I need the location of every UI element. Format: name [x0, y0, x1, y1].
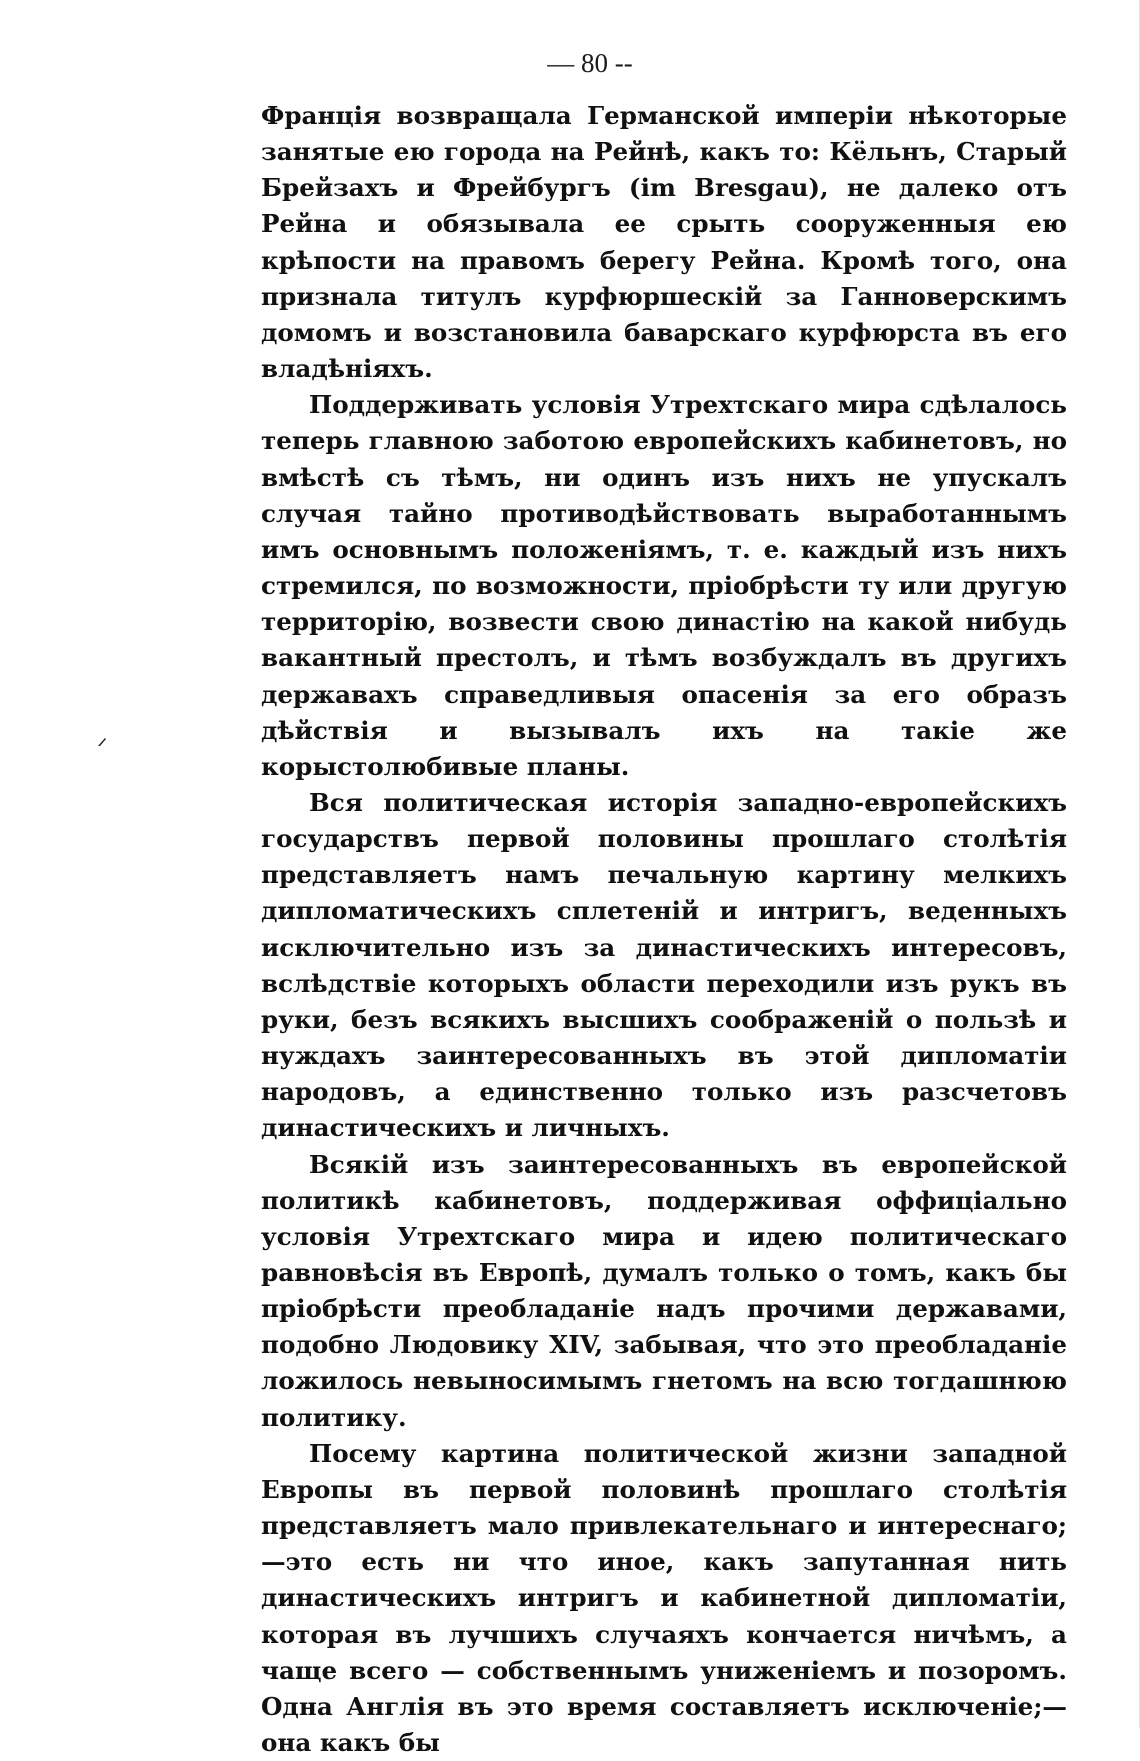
- paragraph: Франція возвращала Германской имперіи нѣкоторые занятые ею города на Рейнѣ, какъ то: Кёльнъ, Старый Брейзахъ и Фрейбургъ (im Bresgau), не далеко отъ Рейна и обязывала ее срыть сооруженныя ею крѣпости на правомъ берегу Рейна. Кромѣ того, она признала титулъ курфюршескій за Ганноверскимъ домомъ и возстановила баварскаго курфюрста въ его владѣніяхъ.: [261, 101, 1067, 384]
- paragraph: Всякій изъ заинтересованныхъ въ европейской политикѣ кабинетовъ, поддерживая оффиціально условія Утрехтскаго мира и идею политическаго равновѣсія въ Европѣ, думалъ только о томъ, какъ бы пріобрѣсти преобладаніе надъ прочими державами, подобно Людовику XIV, забывая, что это преобладаніе ложилось невыносимымъ гнетомъ на всю тогдашнюю политику.: [261, 1149, 1067, 1432]
- body-text: [261, 98, 1067, 1761]
- paragraph: Вся политическая исторія западно-европейскихъ государствъ первой половины прошлаго столѣтія представляетъ намъ печальную картину мелкихъ дипломатическихъ сплетеній и интригъ, веденныхъ исключительно изъ за династическихъ интересовъ, вслѣдствіе которыхъ области переходили изъ рукъ въ руки, безъ всякихъ высшихъ соображеній о пользѣ и нуждахъ заинтересованныхъ въ этой дипломатіи народовъ, а единственно только изъ разсчетовъ династическихъ и личныхъ.: [261, 787, 1067, 1143]
- paragraph: Посему картина политической жизни западной Европы въ первой половинѣ прошлаго столѣтія представляетъ мало привлекательнаго и интереснаго;—это есть ни что иное, какъ запутанная нить династическихъ интригъ и кабинетной дипломатіи, которая въ лучшихъ случаяхъ кончается ничѣмъ, а чаще всего — собственнымъ униженіемъ и позоромъ. Одна Англія въ это время составляетъ исключеніе;—она какъ бы: [261, 1438, 1067, 1758]
- page-number: — 80 --: [547, 48, 633, 78]
- paragraph: Поддерживать условія Утрехтскаго мира сдѣлалось теперь главною заботою европейскихъ кабинетовъ, но вмѣстѣ съ тѣмъ, ни одинъ изъ нихъ не упускалъ случая тайно противодѣйствовать выработаннымъ имъ основнымъ положеніямъ, т. е. каждый изъ нихъ стремился, по возможности, пріобрѣсти ту или другую территорію, возвести свою династію на какой нибудь вакантный престолъ, и тѣмъ возбуждалъ въ другихъ державахъ справедливыя опасенія за его образъ дѣйствія и вызывалъ ихъ на такіе же корыстолюбивые планы.: [261, 390, 1067, 781]
- margin-mark: [96, 735, 108, 747]
